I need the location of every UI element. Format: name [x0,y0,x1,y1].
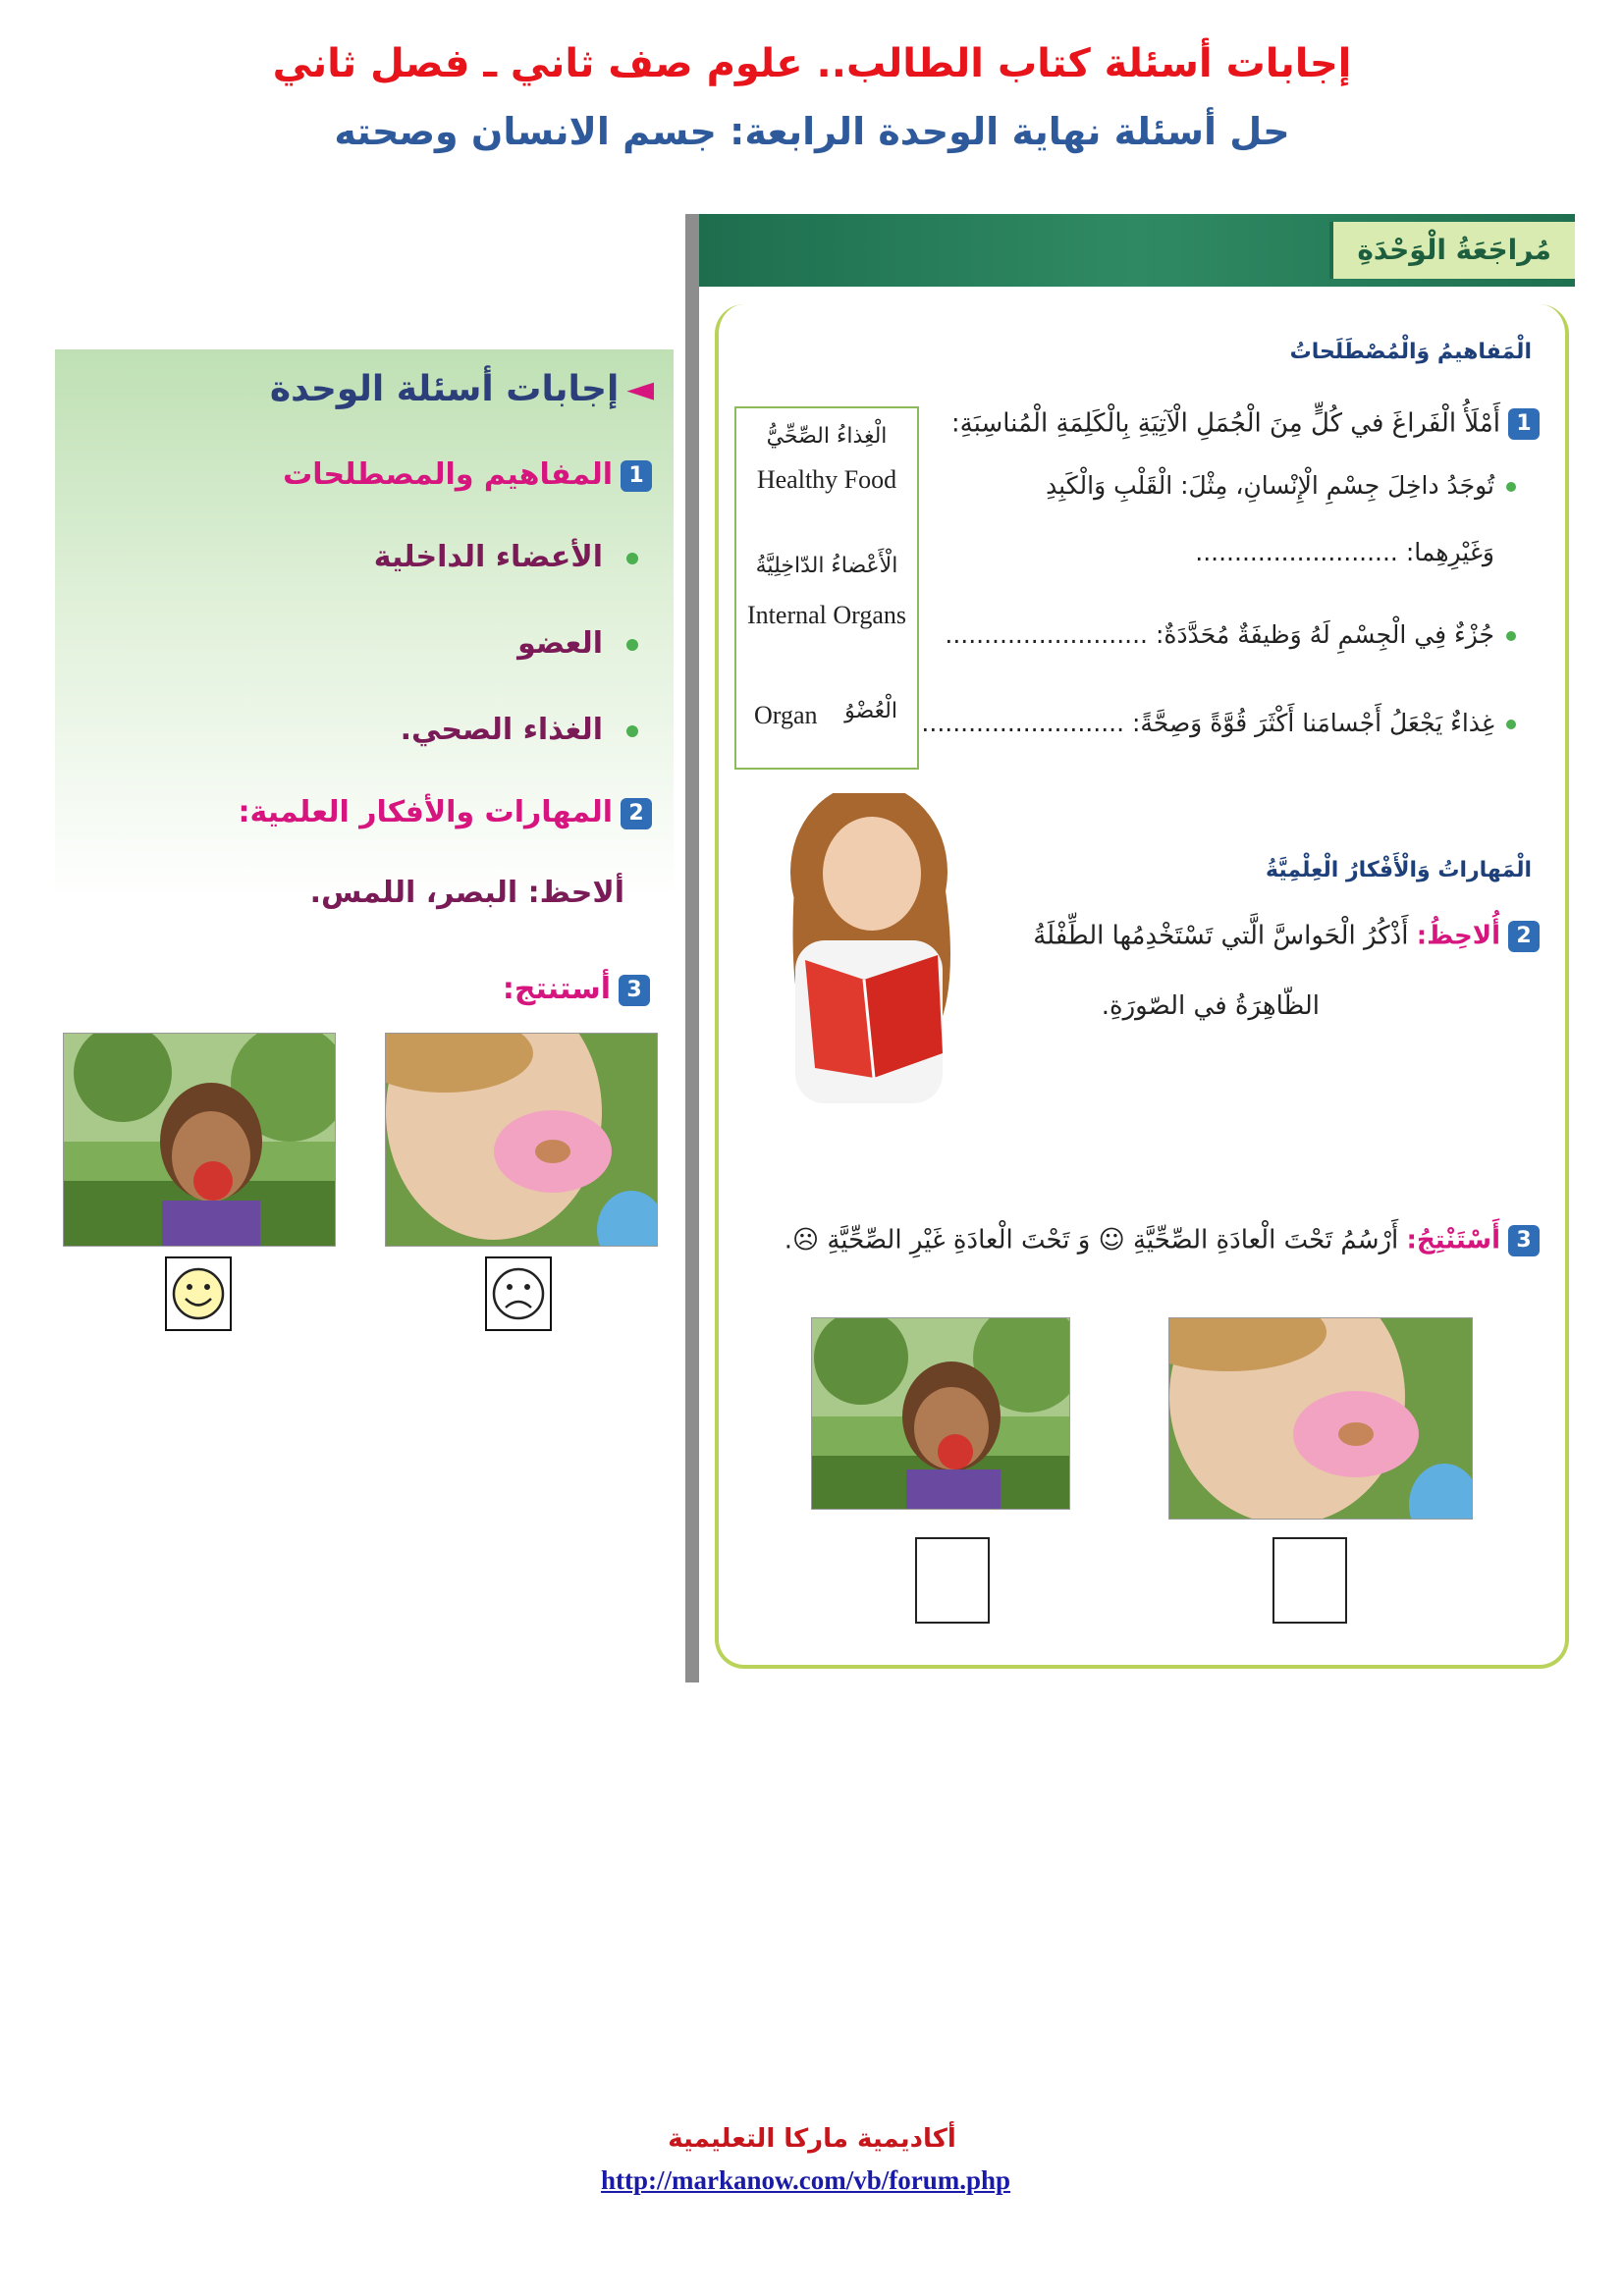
answer-observe: ألاحظ: البصر، اللمس. [309,876,624,910]
smile-face-box [165,1256,232,1331]
section-label: أستنتج: [502,972,611,1006]
line-text: جُزْءٌ فِي الْجِسْمِ لَهُ وَظيفَةٌ مُحَدَّدَةٌ: .......................... [945,620,1494,649]
question-text: أَذْكُرُ الْحَواسَّ الَّتي تَسْتَخْدِمُها الطِّفْلَةُ [1033,921,1409,951]
triangle-arrow-icon: ◄ [626,369,654,409]
fill-line [921,709,1516,737]
number-badge-1: 1 [621,460,652,492]
concepts-heading: الْمَفاهيمُ وَالْمُصْطَلَحاتُ [1289,340,1532,364]
girl-reading-image [756,793,972,1103]
question-2 [1033,921,1540,952]
answer-text: الأعضاء الداخلية [373,540,603,574]
bullet-icon [1506,482,1516,492]
fill-line [945,620,1516,649]
number-badge-1: 1 [1508,408,1540,440]
frown-icon [487,1258,550,1329]
word-bank-en: Internal Organs [747,601,906,629]
word-bank-ar: الْأَعْضاءُ الدّاخِلِيَّةُ [755,554,898,578]
answers-section-skills [239,795,653,829]
question-lead: أُلاحِظُ: [1416,921,1500,951]
question-2-cont: الظّاهِرَةُ في الصّورَةِ. [1101,991,1320,1021]
bullet-icon [626,639,638,651]
bullet-icon [626,725,638,737]
bullet-icon [1506,720,1516,729]
bullet-icon [626,553,638,564]
question-1 [951,408,1540,440]
number-badge-3: 3 [1508,1225,1540,1256]
word-bank-en: Healthy Food [756,465,897,494]
question-3 [785,1225,1540,1256]
word-bank-en: Organ [754,701,818,729]
line-text: غِذاءٌ يَجْعَلُ أَجْسامَنا أَكْثَرَ قُوَّةً وَصِحَّةً: .......................... [921,709,1494,737]
unit-review-banner [699,214,1575,287]
section-label: المفاهيم والمصطلحات [283,457,613,492]
footer-link[interactable]: http://markanow.com/vb/forum.php [601,2165,1011,2195]
page-subtitle: حل أسئلة نهاية الوحدة الرابعة: جسم الانسان وصحته [334,110,1290,153]
photo-child-apple [811,1317,1070,1510]
footer-org: أكاديمية ماركا التعليمية [668,2124,956,2154]
answers-title [270,369,654,409]
question-text: أَمْلَأُ الْفَراغَ في كُلٍّ مِنَ الْجُمَلِ الْآتِيَةِ بِالْكَلِمَةِ الْمُناسِبَةِ: [950,408,1500,439]
number-badge-2: 2 [621,798,652,829]
number-badge-3: 3 [619,975,650,1006]
question-text: أَرْسُمُ تَحْتَ الْعادَةِ الصِّحِّيَّةِ ☺ وَ تَحْتَ الْعادَةِ غَيْرِ الصِّحِّيَّةِ ☹. [784,1225,1399,1255]
answer-item [374,540,638,574]
word-bank [734,406,919,770]
fill-line [1046,471,1516,500]
page-title: إجابات أسئلة كتاب الطالب.. علوم صف ثاني ـ فصل ثاني [272,41,1352,86]
answer-item [401,713,638,747]
word-bank-ar: الْعُضْوُ [844,699,897,723]
line-text: تُوجَدُ داخِلَ جِسْمِ الْإِنْسانِ، مِثْلَ: الْقَلْبِ وَالْكَبِدِ [1046,471,1494,500]
frown-face-box [485,1256,552,1331]
textbook-page [685,214,1575,1682]
fill-line: وَغَيْرِهِما: .......................... [1195,538,1494,566]
answers-section-conclude [503,972,650,1006]
answers-panel [55,349,674,910]
answer-text: الغذاء الصحي. [400,713,603,747]
answer-box-donut[interactable] [1272,1537,1347,1624]
answer-box-apple[interactable] [915,1537,990,1624]
answer-text: العضو [517,626,603,661]
answers-title-text: إجابات أسئلة الوحدة [269,369,620,409]
photo-child-donut [1168,1317,1473,1520]
smile-icon [167,1258,230,1329]
photo-child-apple [63,1033,336,1247]
word-bank-ar: الْغِذاءُ الصِّحِّيُّ [766,424,888,449]
answers-section-concepts [283,457,652,492]
skills-heading: الْمَهاراتُ وَالْأَفْكارُ الْعِلْمِيَّةُ [1266,858,1532,882]
number-badge-2: 2 [1508,921,1540,952]
question-lead: أَسْتَنْتِجُ: [1406,1225,1500,1255]
answer-item [517,626,638,661]
photo-child-donut [385,1033,658,1247]
bullet-icon [1506,631,1516,641]
section-label: المهارات والأفكار العلمية: [238,795,613,829]
unit-review-tag: مُراجَعَةُ الْوَحْدَةِ [1329,222,1575,279]
